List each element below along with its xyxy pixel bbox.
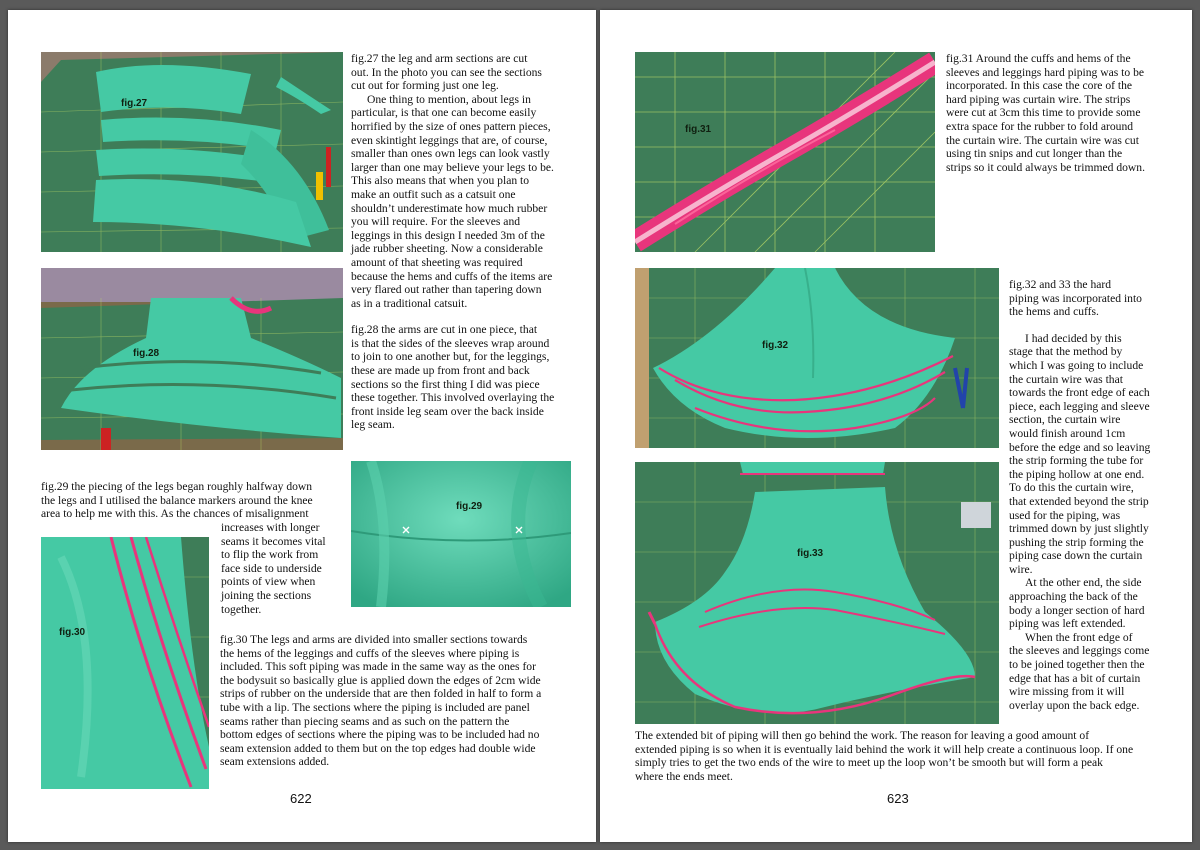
fig29-side-line: seams it becomes vital [221, 534, 326, 548]
fig32-para-line: that extended beyond the strip [1009, 494, 1149, 508]
page-number-right: 623 [887, 791, 909, 806]
fig29-label: fig.29 [456, 501, 483, 512]
fig33-photo [635, 462, 999, 724]
fig31-line: sleeves and leggings hard piping was to be [946, 65, 1145, 79]
fig32-line: fig.32 and 33 the hard [1009, 278, 1112, 291]
fig32-para-line: trimmed down by just slightly [1009, 522, 1149, 536]
fig27-para-line: even skintight leggings that are, of course, [351, 133, 548, 147]
fig27-text [351, 52, 572, 432]
fig32-para3-line: overlay upon the back edge. [1009, 698, 1140, 712]
fig28-label: fig.28 [133, 348, 160, 359]
fig28-line: leg seam. [351, 418, 395, 432]
fig31-line: incorporated. In this case the core of the [946, 79, 1133, 93]
fig29-text [41, 480, 341, 521]
fig32-para3-line: wire missing from it will [1009, 685, 1125, 699]
fig32-para2-line: approaching the back of the [1009, 590, 1138, 604]
fig31-line: using tin snips and cut longer than the [946, 147, 1123, 161]
fig32-para-line: I had decided by this [1025, 331, 1122, 345]
fig31-photo [635, 52, 935, 252]
fig31-line: extra space for the rubber to fold around [946, 119, 1134, 133]
fig33-label: fig.33 [797, 548, 824, 559]
fig31-line: were cut at 3cm this time to provide some [946, 106, 1141, 120]
fig32-para2-line: At the other end, the side [1025, 576, 1142, 590]
fig27-para-line: amount of that sheeting was required [351, 255, 523, 269]
fig29-photo [351, 461, 571, 607]
fig30-line: seam extension added to them but on the top edges had double wide [220, 741, 536, 755]
fig30-label: fig.30 [59, 627, 86, 638]
fig32-para-line: which I was going to include [1009, 358, 1144, 372]
fig27-para-line: smaller than ones own legs can look vastly [351, 147, 550, 161]
fig32-para-line: the strip forming the tube for [1009, 454, 1144, 468]
right-page [600, 10, 1192, 842]
fig28-line: to join to one another but, for the leggings, [351, 350, 550, 364]
fig30-line: bottom edges of sections where the piping was to be included had no [220, 728, 540, 742]
fig27-para-line: make an outfit such as a catsuit one [351, 187, 516, 201]
fig27-para-line: shouldn’t underestimate how much rubber [351, 201, 548, 215]
fig27-para-line: larger than one may believe your legs to be. [351, 160, 554, 174]
fig28-line: front inside leg seam over the back inside [351, 404, 544, 418]
fig27-para-line: particular, is that one can become easily [351, 106, 537, 120]
bottom-line: The extended bit of piping will then go behind the work. The reason for leaving a good amount of [635, 729, 1090, 742]
fig32-para-line: wire. [1009, 562, 1033, 576]
fig32-photo [635, 268, 999, 448]
fig30-line: included. This soft piping was made in the same way as the ones for [220, 660, 536, 674]
fig27-para-line: horrified by the size of ones pattern pieces, [351, 119, 551, 133]
fig30-line: seams rather than piecing seams and as such on the pattern the [220, 714, 510, 728]
fig32-para-line: used for the piping, was [1009, 508, 1121, 522]
left-page [8, 10, 596, 842]
fig27-para-line: as in a traditional catsuit. [351, 296, 468, 310]
fig29-side-line: face side to underside [221, 561, 322, 575]
fig29-text-side [221, 521, 341, 616]
fig29-side-line: joining the sections [221, 588, 312, 602]
fig28-line: these are made up from front and back [351, 364, 530, 378]
fig32-text [1009, 278, 1168, 712]
fig29-line: the legs and I utilised the balance markers around the knee [41, 493, 313, 507]
fig29-side-line: to flip the work from [221, 548, 319, 562]
fig32-para3-line: edge that has a bit of curtain [1009, 671, 1141, 685]
fig32-para-line: pushing the strip forming the [1009, 535, 1144, 549]
fig32-para-line: section, the curtain wire [1009, 413, 1121, 427]
fig27-para-line: This also means that when you plan to [351, 174, 530, 188]
bottom-line: where the ends meet. [635, 769, 733, 783]
fig31-line: hard piping was curtain wire. The strips [946, 92, 1131, 106]
fig28-line: fig.28 the arms are cut in one piece, that [351, 323, 538, 337]
page-number-left: 622 [290, 791, 312, 806]
fig32-para3-line: the sleeves and leggings come [1009, 644, 1150, 658]
fig32-label: fig.32 [762, 340, 789, 351]
fig27-photo [41, 52, 343, 252]
fig28-photo [41, 268, 343, 450]
fig27-para-line: because the hems and cuffs of the items are [351, 269, 553, 283]
fig30-line: tube with a lip. The sections where the piping is included are panel [220, 700, 530, 714]
fig32-para-line: towards the front edge of each [1009, 386, 1150, 400]
fig32-para2-line: body a longer section of hard [1009, 603, 1145, 617]
fig30-line: the bodysuit so basically glue is applied down the edges of 2cm wide [220, 673, 541, 687]
fig27-label: fig.27 [121, 98, 148, 109]
fig32-para-line: the curtain wire was that [1009, 372, 1123, 386]
fig29-side-line: points of view when [221, 575, 316, 589]
fig30-line: fig.30 The legs and arms are divided into smaller sections towards [220, 633, 528, 646]
fig32-line: the hems and cuffs. [1009, 305, 1099, 319]
fig32-para-line: piece, each legging and sleeve [1009, 399, 1150, 413]
fig32-para-line: piping case down the curtain [1009, 549, 1143, 563]
fig31-label: fig.31 [685, 124, 712, 135]
fig27-line: fig.27 the leg and arm sections are cut [351, 52, 528, 65]
fig27-para-line: very flared out rather than tapering down [351, 283, 542, 297]
fig32-para2-line: piping was left extended. [1009, 617, 1126, 631]
fig29-line: fig.29 the piecing of the legs began roughly halfway down [41, 480, 313, 493]
fig31-line: strips so it could always be trimmed down. [946, 160, 1146, 174]
fig28-line: sections so the first thing I did was piece [351, 377, 540, 391]
fig32-para3-line: When the front edge of [1025, 630, 1133, 644]
fig30-line: seam extensions added. [220, 755, 330, 769]
fig32-para-line: To do this the curtain wire, [1009, 481, 1134, 495]
fig27-para-line: jade rubber sheeting. Now a considerable [351, 242, 543, 256]
fig30-line: the hems of the leggings and cuffs of the sleeves where piping is [220, 646, 520, 660]
fig27-para-line: you will require. For the sleeves and [351, 215, 521, 229]
bottom-line: simply tries to get the two ends of the wire to meet up the loop won’t be smooth but will form a peak [635, 756, 1103, 770]
fig30-line: strips of rubber on the underside that are then folded in half to form a [220, 687, 542, 701]
fig27-line: cut out for forming just one leg. [351, 79, 499, 93]
bottom-text [635, 729, 1168, 783]
fig31-line: fig.31 Around the cuffs and hems of the [946, 52, 1131, 65]
fig29-side-line: increases with longer [221, 521, 320, 534]
fig27-para-line: One thing to mention, about legs in [367, 92, 531, 106]
fig32-line: piping was incorporated into [1009, 291, 1142, 305]
fig32-para-line: would finish around 1cm [1009, 426, 1126, 440]
fig32-para-line: before the edge and so leaving [1009, 440, 1151, 454]
fig32-para-line: the piping hollow at one end. [1009, 467, 1145, 481]
fig32-para-line: stage that the method by [1009, 345, 1123, 359]
fig27-para-line: leggings in this design I needed 3m of the [351, 228, 545, 242]
fig27-line: out. In the photo you can see the sections [351, 65, 542, 79]
bottom-line: extended piping is so when it is eventually laid behind the work it will help create a continuous loop. If one [635, 742, 1134, 756]
fig31-text [946, 52, 1168, 174]
fig30-text [220, 633, 573, 769]
fig30-photo [41, 537, 209, 789]
fig28-line: these together. This involved overlaying the [351, 391, 555, 405]
fig31-line: the curtain wire. The curtain wire was cut [946, 133, 1139, 147]
fig28-line: is that the sides of the sleeves wrap around [351, 336, 550, 350]
fig29-side-line: together. [221, 602, 262, 616]
fig32-para3-line: to be joined together then the [1009, 658, 1145, 672]
fig29-line: area to help me with this. As the chances of misalignment [41, 507, 309, 521]
